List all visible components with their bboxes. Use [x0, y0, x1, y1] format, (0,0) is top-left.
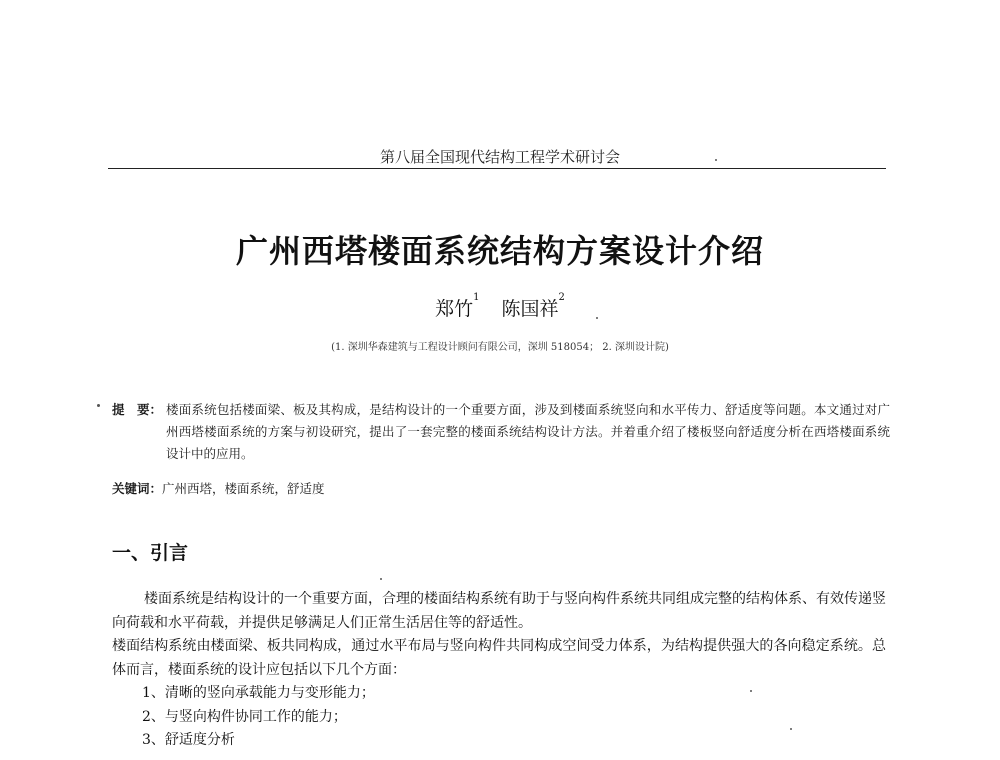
scan-speck: [790, 728, 792, 730]
author-affil-mark: 2: [558, 292, 565, 303]
scan-speck: [596, 317, 598, 319]
header-rule: [108, 168, 886, 169]
list-item: 1、清晰的竖向承载能力与变形能力；: [142, 685, 375, 701]
abstract-text: 楼面系统包括楼面梁、板及其构成，是结构设计的一个重要方面，涉及到楼面系统竖向和水平传力、舒适度等问题。本文通过对广州西塔楼面系统的方案与初设研究，提出了一套完整的楼面系统结构设计方法。并着重介绍了楼板竖向舒适度分析在西塔楼面系统设计中的应用。: [166, 402, 890, 461]
list-item: 3、舒适度分析: [142, 732, 235, 748]
scan-speck: [97, 404, 100, 407]
list-item: 2、与竖向构件协同工作的能力；: [142, 708, 347, 725]
body-paragraph: 楼面结构系统由楼面梁、板共同构成，通过水平布局与竖向构件共同构成空间受力体系，为结构提供强大的各向稳定系统。总体而言，楼面系统的设计应包括以下几个方面：: [112, 638, 886, 678]
scan-speck: [380, 578, 382, 580]
conference-header: 第八届全国现代结构工程学术研讨会: [379, 148, 620, 166]
section-heading: 一、引言: [112, 542, 189, 564]
author-name: 陈国祥: [501, 298, 559, 320]
keywords-label: 关键词：: [112, 481, 163, 496]
affiliation: (1. 深圳华森建筑与工程设计顾问有限公司，深圳 518054； 2. 深圳设计院): [331, 342, 669, 353]
author-affil-mark: 1: [473, 292, 480, 303]
scan-speck: [750, 690, 752, 692]
abstract-block: [112, 399, 890, 465]
author-name: 郑竹: [435, 298, 474, 320]
keywords-text: 广州西塔，楼面系统，舒适度: [162, 481, 325, 496]
keywords-block: [112, 479, 890, 497]
body-paragraph: 楼面系统是结构设计的一个重要方面，合理的楼面结构系统有助于与竖向构件系统共同组成完整的结构体系、有效传递竖向荷载和水平荷载，并提供足够满足人们正常生活居住等的舒适性。: [112, 591, 886, 631]
author-line: [0, 294, 1000, 321]
section-body: [112, 588, 886, 753]
paper-title: 广州西塔楼面系统结构方案设计介绍: [235, 232, 764, 270]
scan-speck: [715, 159, 717, 161]
abstract-label: 提 要：: [112, 402, 163, 417]
